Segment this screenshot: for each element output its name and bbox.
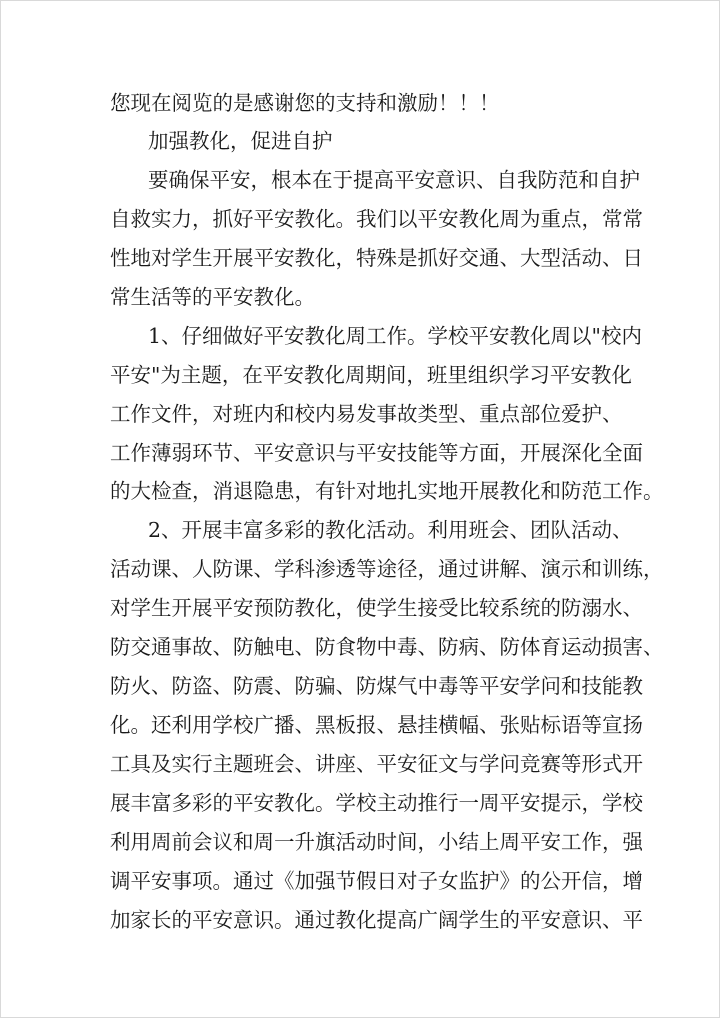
- paragraph-line: 防交通事故、防触电、防食物中毒、防病、防体育运动损害、: [110, 635, 664, 659]
- paragraph-line: 防火、防盗、防震、防骗、防煤气中毒等平安学问和技能教: [110, 674, 643, 698]
- paragraph-line: 的大检查，消退隐患，有针对地扎实地开展教化和防范工作。: [110, 479, 664, 503]
- paragraph-line: 工作薄弱环节、平安意识与平安技能等方面，开展深化全面: [110, 441, 643, 465]
- paragraph-line: 2、开展丰富多彩的教化活动。利用班会、团队活动、: [148, 518, 633, 542]
- paragraph-line: 1、仔细做好平安教化周工作。学校平安教化周以"校内: [148, 324, 642, 348]
- paragraph-line: 化。还利用学校广播、黑板报、悬挂横幅、张贴标语等宣扬: [110, 713, 643, 737]
- intro-line: 您现在阅览的是感谢您的支持和激励！！！: [110, 91, 500, 115]
- section-heading: 加强教化，促进自护: [148, 129, 333, 153]
- paragraph-line: 性地对学生开展平安教化，特殊是抓好交通、大型活动、日: [110, 246, 643, 270]
- paragraph-line: 调平安事项。通过《加强节假日对子女监护》的公开信，增: [110, 869, 643, 893]
- paragraph-line: 平安"为主题，在平安教化周期间，班里组织学习平安教化: [110, 363, 632, 387]
- paragraph-line: 对学生开展平安预防教化，使学生接受比较系统的防溺水、: [110, 596, 643, 620]
- paragraph-line: 活动课、人防课、学科渗透等途径，通过讲解、演示和训练，: [110, 557, 664, 581]
- paragraph-line: 工具及实行主题班会、讲座、平安征文与学问竞赛等形式开: [110, 752, 643, 776]
- paragraph-line: 工作文件，对班内和校内易发事故类型、重点部位爱护、: [110, 402, 623, 426]
- paragraph-line: 常生活等的平安教化。: [110, 285, 315, 309]
- paragraph-line: 展丰富多彩的平安教化。学校主动推行一周平安提示，学校: [110, 791, 643, 815]
- paragraph-line: 加家长的平安意识。通过教化提高广阔学生的平安意识、平: [110, 908, 643, 932]
- paragraph-line: 利用周前会议和周一升旗活动时间，小结上周平安工作，强: [110, 830, 643, 854]
- paragraph-line: 要确保平安，根本在于提高平安意识、自我防范和自护: [148, 168, 640, 192]
- paragraph-line: 自救实力，抓好平安教化。我们以平安教化周为重点，常常: [110, 207, 643, 231]
